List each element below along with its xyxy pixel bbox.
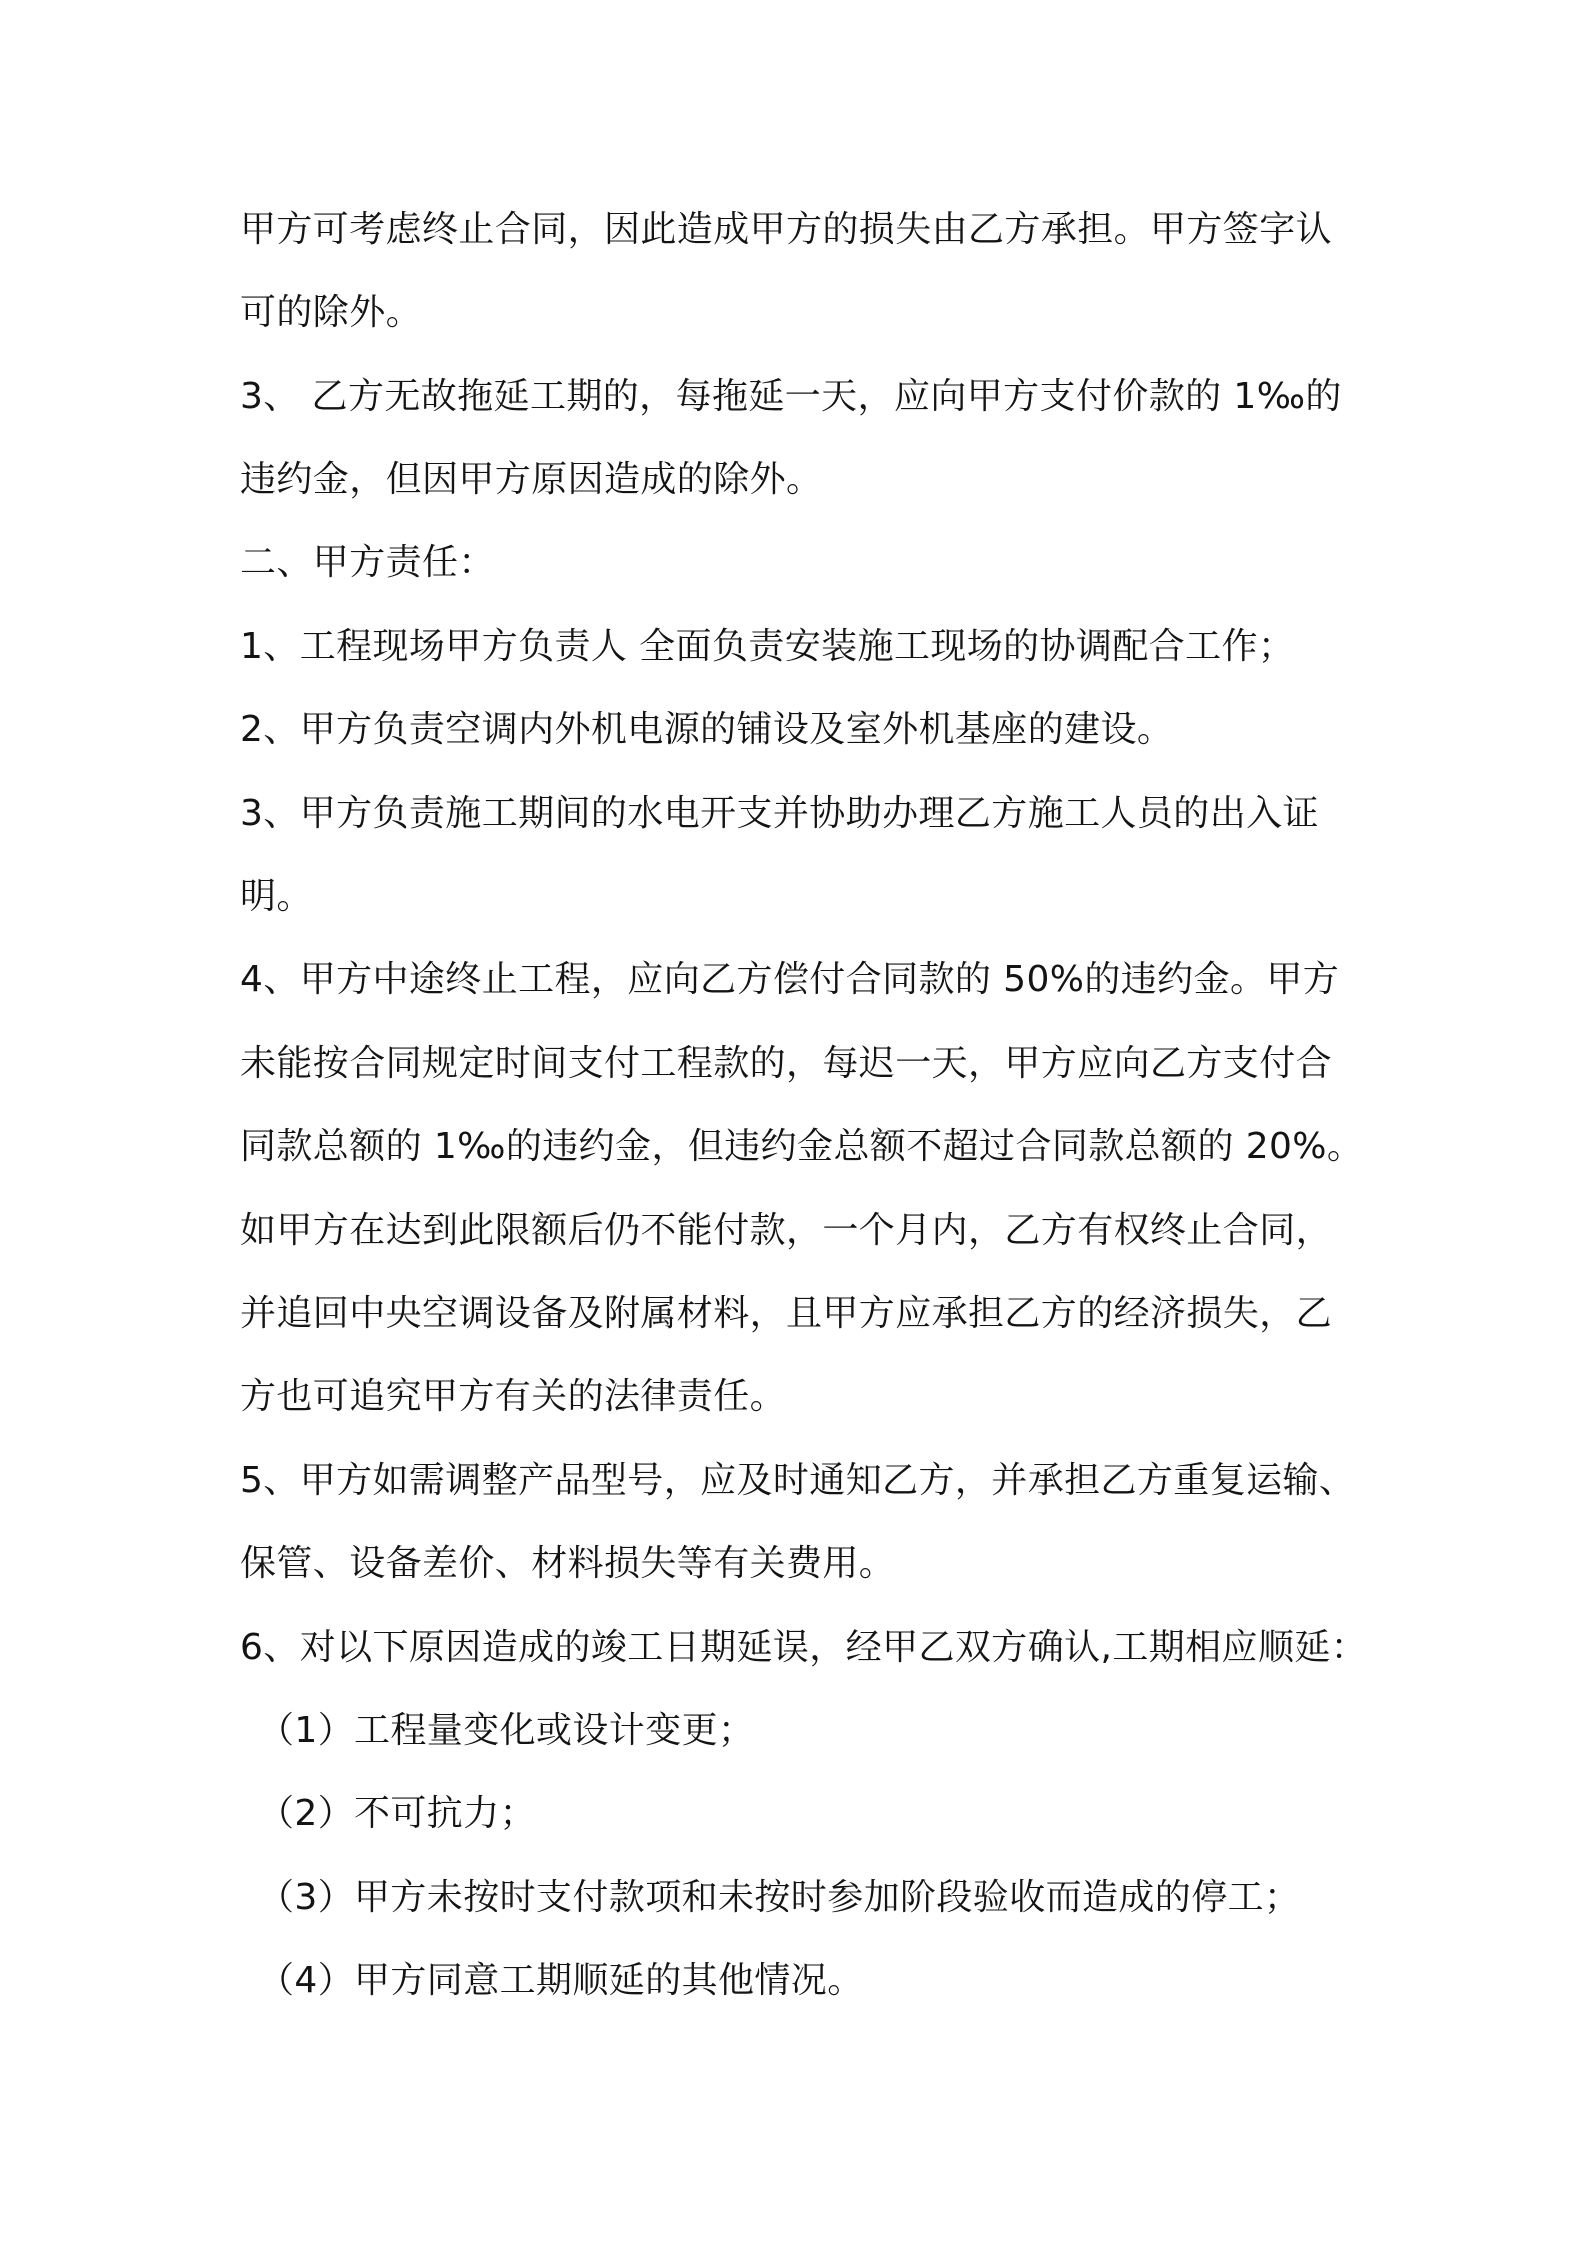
list-item-text: 工程量变化或设计变更；: [354, 1710, 755, 1751]
list-item: [258, 1706, 754, 1756]
text-line: 3、 乙方无故拖延工期的，每拖延一天，应向甲方支付价款的 1‰的: [240, 376, 1342, 417]
text-line: 未能按合同规定时间支付工程款的，每迟一天，甲方应向乙方支付合: [240, 1043, 1333, 1084]
text-line: 5、甲方如需调整产品型号，应及时通知乙方，并承担乙方重复运输、: [240, 1460, 1356, 1501]
list-item: [258, 1956, 864, 2006]
list-item-text: 甲方同意工期顺延的其他情况。: [354, 1960, 864, 2001]
list-item-number: （2）: [258, 1793, 355, 1834]
text-line: 如甲方在达到此限额后仍不能付款，一个月内，乙方有权终止合同，: [240, 1210, 1333, 1251]
text-line: 违约金，但因甲方原因造成的除外。: [240, 459, 823, 500]
list-item: [258, 1873, 1300, 1923]
list-item-number: （4）: [258, 1960, 355, 2001]
text-line: 4、甲方中途终止工程，应向乙方偿付合同款的 50%的违约金。甲方: [240, 959, 1340, 1000]
section-heading: 二、甲方责任：: [240, 542, 495, 583]
text-line: 方也可追究甲方有关的法律责任。: [240, 1376, 787, 1417]
list-item-number: （3）: [258, 1877, 355, 1918]
text-line: 保管、设备差价、材料损失等有关费用。: [240, 1543, 896, 1584]
text-line: 明。: [240, 876, 313, 917]
text-line: 6、对以下原因造成的竣工日期延误，经甲乙双方确认,工期相应顺延：: [240, 1627, 1368, 1668]
text-line: 可的除外。: [240, 292, 423, 333]
list-item-text: 不可抗力；: [354, 1793, 537, 1834]
text-line: 2、甲方负责空调内外机电源的铺设及室外机基座的建设。: [240, 709, 1174, 750]
list-item-text: 甲方未按时支付款项和未按时参加阶段验收而造成的停工；: [354, 1877, 1301, 1918]
list-item-number: （1）: [258, 1710, 355, 1751]
text-line: 3、甲方负责施工期间的水电开支并协助办理乙方施工人员的出入证: [240, 793, 1319, 834]
text-line: 同款总额的 1‰的违约金，但违约金总额不超过合同款总额的 20%。: [240, 1126, 1364, 1167]
list-item: [258, 1789, 536, 1839]
text-line: 甲方可考虑终止合同，因此造成甲方的损失由乙方承担。甲方签字认: [240, 209, 1333, 250]
text-line: 并追回中央空调设备及附属材料，且甲方应承担乙方的经济损失，乙: [240, 1293, 1333, 1334]
text-line: 1、工程现场甲方负责人 全面负责安装施工现场的协调配合工作；: [240, 626, 1295, 667]
